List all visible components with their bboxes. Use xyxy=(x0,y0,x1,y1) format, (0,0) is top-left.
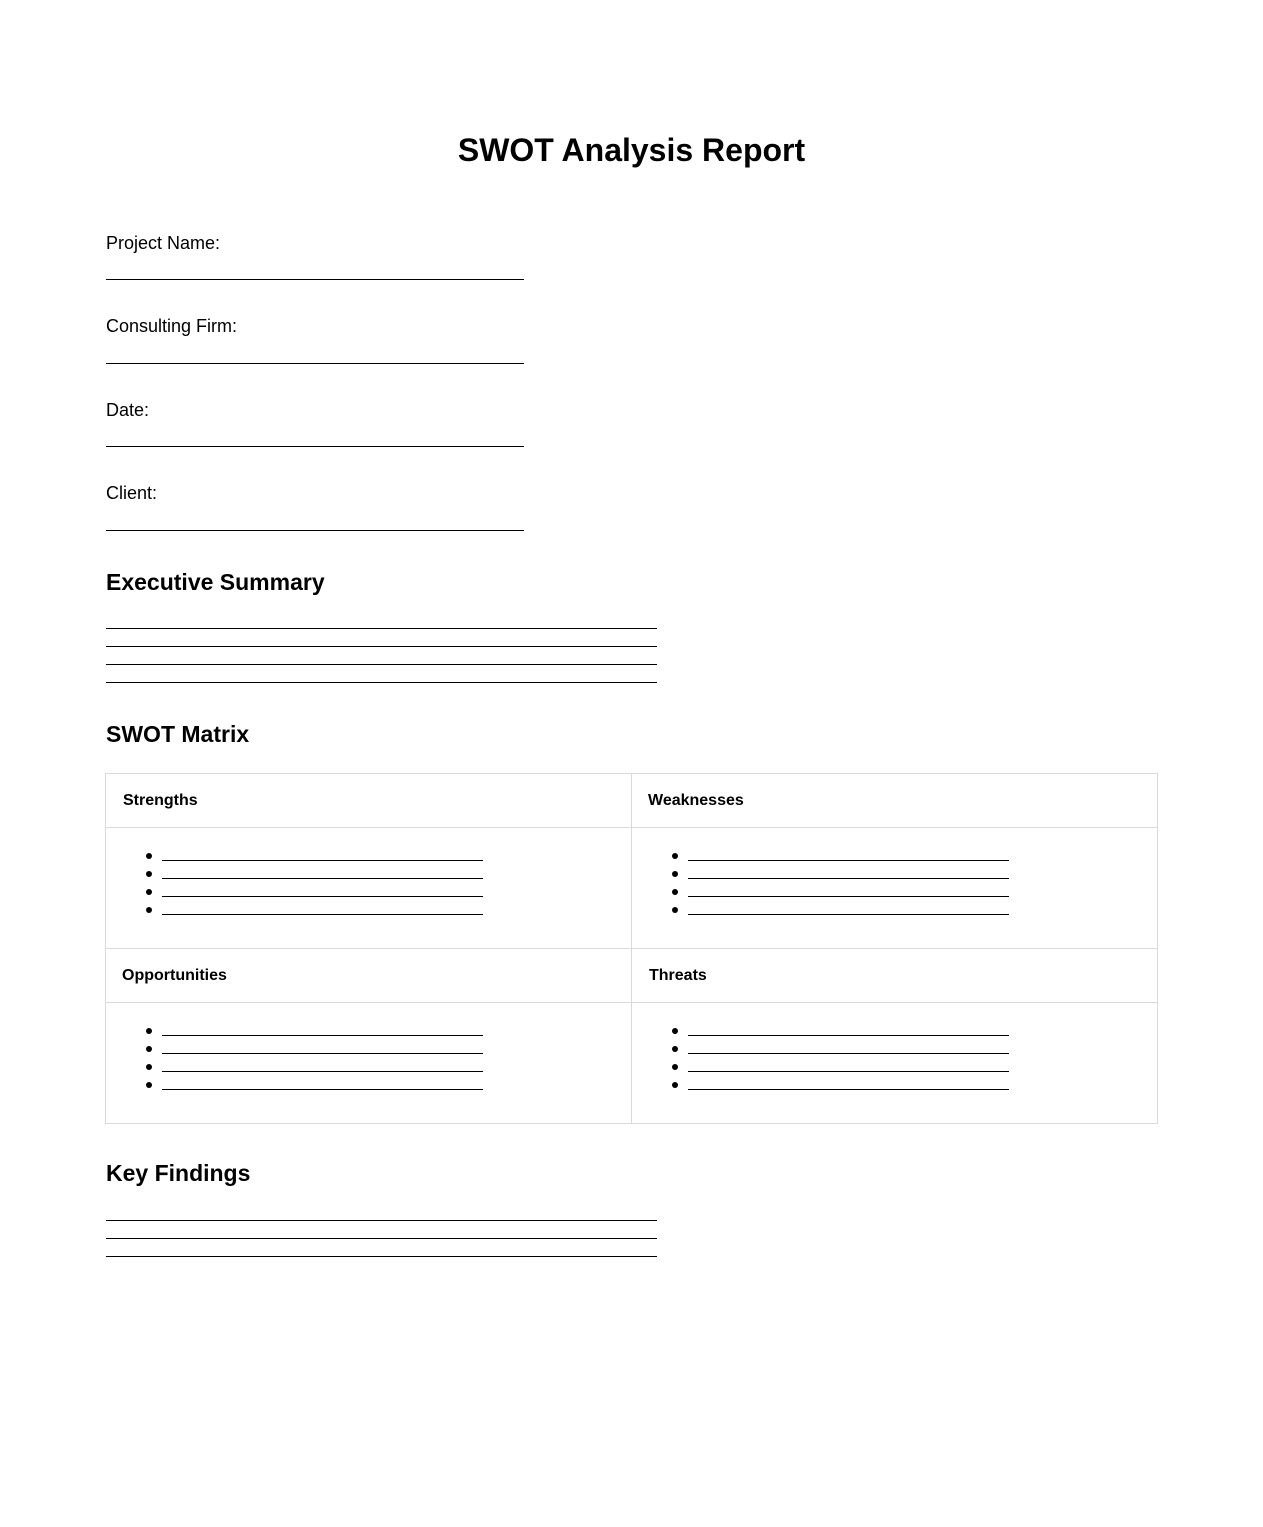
opportunities-item-line xyxy=(162,1053,483,1054)
strengths-item-line xyxy=(162,860,483,861)
weaknesses-header: Weaknesses xyxy=(648,792,744,809)
strengths-item-line xyxy=(162,896,483,897)
threats-item-line xyxy=(688,1035,1009,1036)
bullet-icon xyxy=(146,1046,152,1052)
key-findings-line[interactable] xyxy=(106,1220,657,1221)
bullet-icon xyxy=(672,1028,678,1034)
opportunities-header: Opportunities xyxy=(122,967,227,984)
bullet-icon xyxy=(672,889,678,895)
bullet-icon xyxy=(672,1064,678,1070)
executive-summary-line[interactable] xyxy=(106,682,657,683)
threats-item-line xyxy=(688,1053,1009,1054)
executive-summary-line[interactable] xyxy=(106,628,657,629)
matrix-divider xyxy=(106,948,1157,949)
page-title: SWOT Analysis Report xyxy=(457,132,806,168)
bullet-icon xyxy=(146,853,152,859)
strengths-item-line xyxy=(162,914,483,915)
opportunities-item-line xyxy=(162,1035,483,1036)
opportunities-item-line xyxy=(162,1089,483,1090)
opportunities-item-line xyxy=(162,1071,483,1072)
bullet-icon xyxy=(672,1046,678,1052)
matrix-divider xyxy=(106,1002,1157,1003)
executive-summary-heading: Executive Summary xyxy=(106,569,325,595)
key-findings-heading: Key Findings xyxy=(106,1160,251,1186)
project-name-label: Project Name: xyxy=(106,233,221,253)
threats-item-line xyxy=(688,1089,1009,1090)
date-label: Date: xyxy=(106,400,150,420)
client-label: Client: xyxy=(106,483,158,503)
swot-matrix-table xyxy=(105,773,1158,1124)
bullet-icon xyxy=(672,907,678,913)
project-name-field[interactable] xyxy=(106,279,524,280)
threats-header: Threats xyxy=(649,967,707,984)
strengths-item-line xyxy=(162,878,483,879)
bullet-icon xyxy=(146,1064,152,1070)
consulting-firm-field[interactable] xyxy=(106,363,524,364)
weaknesses-item-line xyxy=(688,878,1009,879)
bullet-icon xyxy=(146,1082,152,1088)
bullet-icon xyxy=(672,871,678,877)
swot-matrix-heading: SWOT Matrix xyxy=(106,721,250,747)
bullet-icon xyxy=(146,1028,152,1034)
consulting-firm-label: Consulting Firm: xyxy=(106,316,238,336)
executive-summary-line[interactable] xyxy=(106,664,657,665)
weaknesses-item-line xyxy=(688,914,1009,915)
bullet-icon xyxy=(146,871,152,877)
key-findings-line[interactable] xyxy=(106,1256,657,1257)
threats-item-line xyxy=(688,1071,1009,1072)
date-field[interactable] xyxy=(106,446,524,447)
key-findings-line[interactable] xyxy=(106,1238,657,1239)
executive-summary-line[interactable] xyxy=(106,646,657,647)
bullet-icon xyxy=(146,889,152,895)
strengths-header: Strengths xyxy=(123,792,198,809)
bullet-icon xyxy=(672,853,678,859)
client-field[interactable] xyxy=(106,530,524,531)
bullet-icon xyxy=(146,907,152,913)
bullet-icon xyxy=(672,1082,678,1088)
weaknesses-item-line xyxy=(688,896,1009,897)
matrix-divider xyxy=(106,827,1157,828)
weaknesses-item-line xyxy=(688,860,1009,861)
